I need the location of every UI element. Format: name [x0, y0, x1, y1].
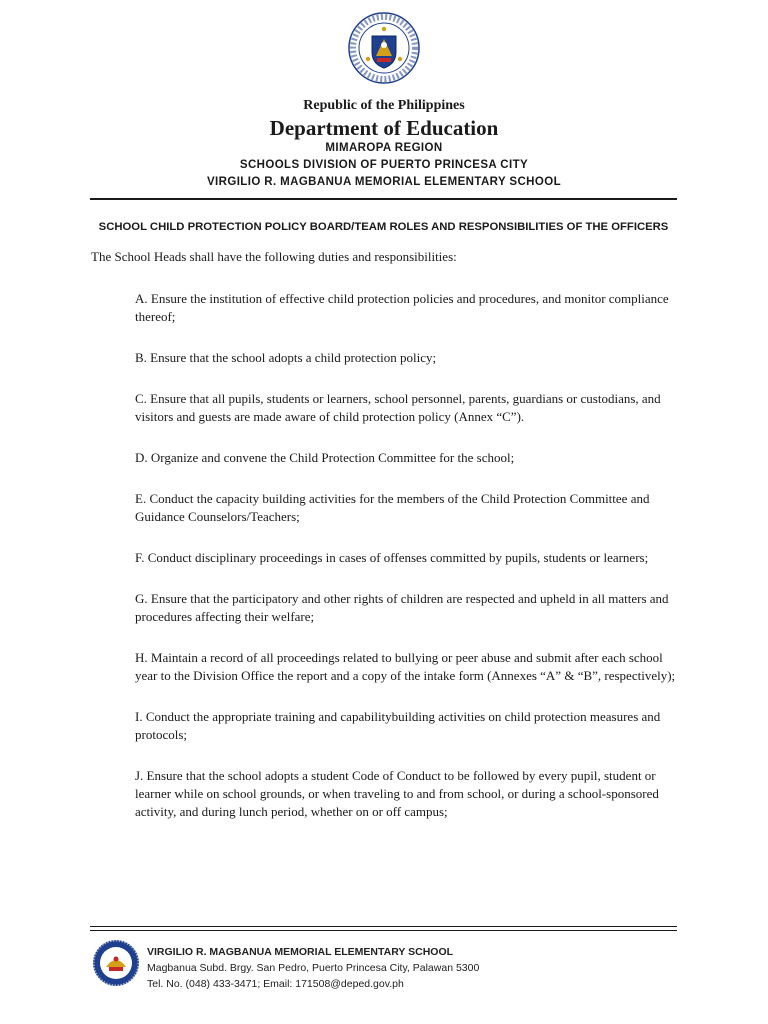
division-line: SCHOOLS DIVISION OF PUERTO PRINCESA CITY [239, 159, 529, 171]
duty-item-e: E. Conduct the capacity building activities for the members of the Child Protection Committee and Guidance Counselors/Teachers; [135, 491, 650, 524]
school-seal-icon [92, 939, 140, 987]
region-line: MIMAROPA REGION [325, 142, 443, 154]
duties-list [135, 290, 680, 844]
duty-item-i: I. Conduct the appropriate training and capabilitybuilding activities on child protection measures and protocols; [135, 709, 661, 742]
republic-line: Republic of the Philippines [303, 98, 465, 113]
duty-item-d: D. Organize and convene the Child Protection Committee for the school; [135, 450, 515, 465]
intro-paragraph: The School Heads shall have the following duties and responsibilities: [91, 249, 457, 264]
footer-address: Magbanua Subd. Brgy. San Pedro, Puerto Princesa City, Palawan 5300 [147, 962, 480, 974]
duty-item-g: G. Ensure that the participatory and other rights of children are respected and upheld in all matters and procedures affecting their welfare; [135, 591, 669, 624]
duty-item-c: C. Ensure that all pupils, students or learners, school personnel, parents, guardians or custodians, and visitors and guests are made aware of child protection policy (Annex “C”). [135, 391, 661, 424]
footer-divider [90, 926, 677, 927]
footer-school-name: VIRGILIO R. MAGBANUA MEMORIAL ELEMENTARY SCHOOL [147, 946, 454, 958]
duty-item-a: A. Ensure the institution of effective child protection policies and procedures, and monitor compliance thereof; [135, 291, 669, 324]
duty-item-h: H. Maintain a record of all proceedings related to bullying or peer abuse and submit after each school year to the Division Office the report and a copy of the intake form (Annexes “A” & “B”, respectively); [135, 650, 676, 683]
school-name-line: VIRGILIO R. MAGBANUA MEMORIAL ELEMENTARY SCHOOL [206, 176, 561, 188]
document-heading: SCHOOL CHILD PROTECTION POLICY BOARD/TEAM ROLES AND RESPONSIBILITIES OF THE OFFICERS [98, 221, 669, 233]
duty-item-f: F. Conduct disciplinary proceedings in cases of offenses committed by pupils, students or learners; [135, 550, 649, 565]
deped-seal-icon [348, 12, 420, 84]
department-title: Department of Education [269, 116, 499, 140]
duty-item-j: J. Ensure that the school adopts a student Code of Conduct to be followed by every pupil, student or learner while on school grounds, or when traveling to and from school, or during a school-sponsored activity, and during lunch period, whether on or off campus; [135, 768, 659, 819]
footer-contact: Tel. No. (048) 433-3471; Email: 171508@deped.gov.ph [147, 978, 404, 990]
footer-divider-secondary [90, 930, 677, 931]
header-divider [90, 198, 677, 200]
duty-item-b: B. Ensure that the school adopts a child protection policy; [135, 350, 437, 365]
